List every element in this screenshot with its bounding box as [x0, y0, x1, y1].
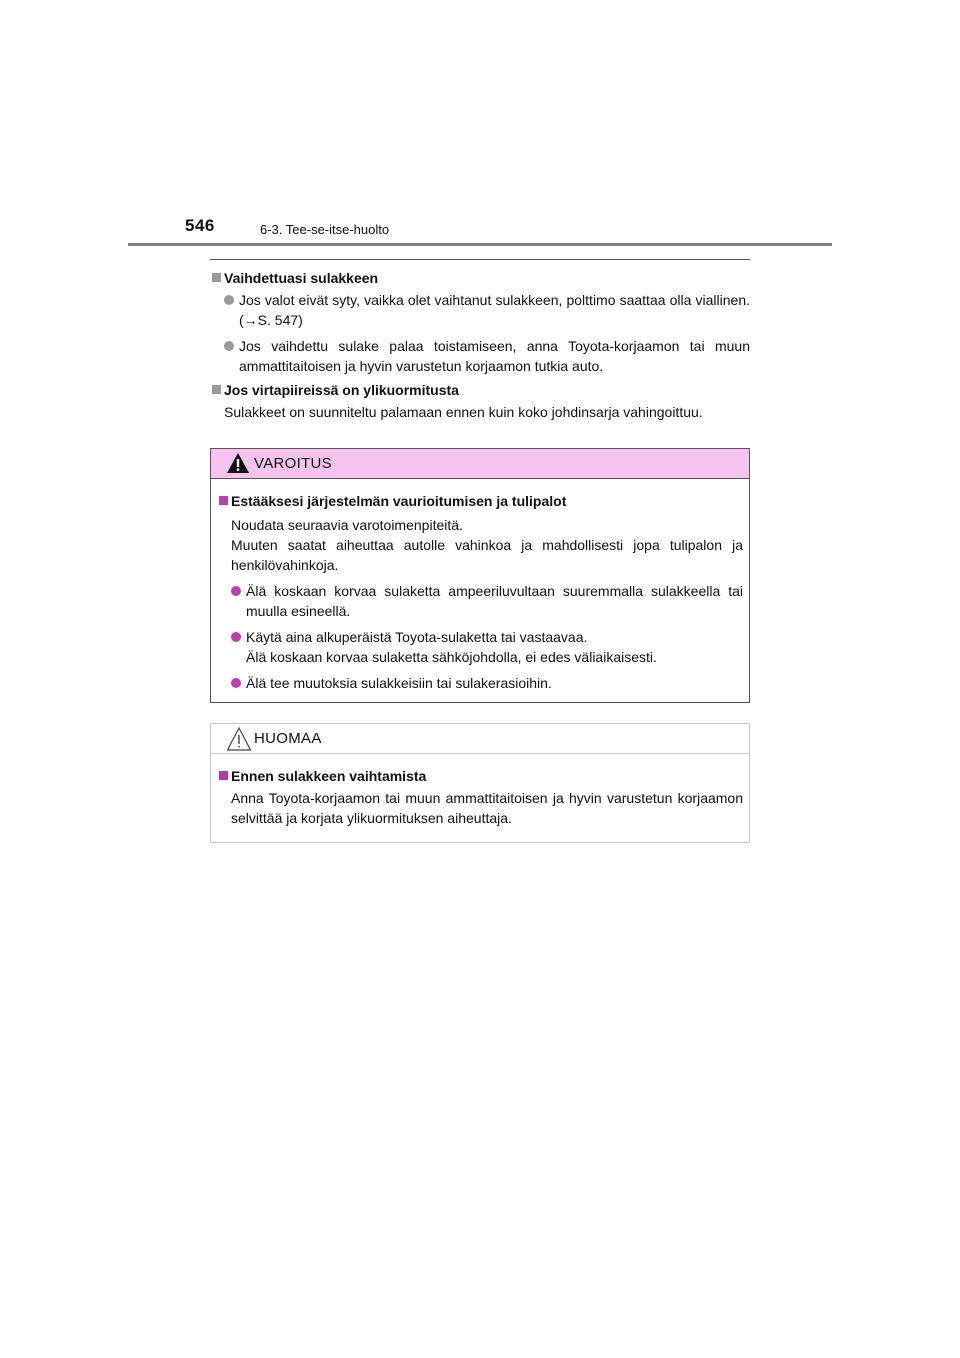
warning-title: VAROITUS	[254, 455, 332, 472]
square-bullet-icon	[212, 273, 221, 282]
list-item	[217, 581, 743, 621]
square-bullet-icon	[219, 771, 228, 780]
warning-intro-2: Muuten saatat aiheuttaa autolle vahinkoa ja mahdollisesti jopa tulipalon ja henkilövahinkoja.	[231, 537, 743, 573]
circle-bullet-icon	[231, 632, 241, 642]
list-item	[217, 627, 743, 667]
warning-header	[211, 449, 749, 479]
notice-text: Anna Toyota-korjaamon tai muun ammattitaitoisen ja hyvin varustetun korjaamon selvittää ja korjata ylikuormituksen aiheuttaja.	[231, 790, 743, 826]
heading-text: Jos virtapiireissä on ylikuormitusta	[224, 382, 459, 398]
list-item-text: Käytä aina alkuperäistä Toyota-sulaketta tai vastaavaa.	[246, 629, 588, 645]
warning-triangle-icon	[226, 451, 250, 475]
list-item	[217, 673, 743, 693]
circle-bullet-icon	[231, 678, 241, 688]
heading-text: Ennen sulakkeen vaihtamista	[231, 768, 427, 784]
notice-box	[210, 723, 750, 843]
notice-body	[211, 754, 749, 828]
header-rule	[128, 243, 832, 246]
warning-body	[211, 479, 749, 693]
notice-header	[211, 724, 749, 754]
list-item-text: Älä koskaan korvaa sulaketta sähköjohdolla, ei edes väliaikaisesti.	[246, 649, 657, 665]
heading-text: Vaihdettuasi sulakkeen	[224, 270, 379, 286]
main-content	[210, 268, 750, 422]
warning-heading	[217, 491, 743, 511]
section-heading-fuse-replaced	[210, 268, 750, 288]
list-item-text: Jos valot eivät syty, vaikka olet vaihtanut sulakkeen, polttimo saattaa olla viallinen. (→S. 547)	[239, 292, 750, 328]
square-bullet-icon	[219, 496, 228, 505]
list-item-text: Älä koskaan korvaa sulaketta ampeeriluvultaan suuremmalla sulakkeella tai muulla esineellä.	[246, 583, 743, 619]
notice-title: HUOMAA	[254, 730, 322, 747]
paragraph: Sulakkeet on suunniteltu palamaan ennen kuin koko johdinsarja vahingoittuu.	[224, 404, 703, 420]
circle-bullet-icon	[231, 586, 241, 596]
content-rule	[210, 259, 750, 260]
section-title: 6-3. Tee-se-itse-huolto	[260, 222, 390, 237]
warning-intro-1: Noudata seuraavia varotoimenpiteitä.	[231, 517, 463, 533]
circle-bullet-icon	[224, 341, 234, 351]
circle-bullet-icon	[224, 295, 234, 305]
caution-triangle-icon	[226, 726, 252, 752]
notice-heading	[217, 766, 743, 786]
section-heading-overload	[210, 380, 750, 400]
list-item-text: Jos vaihdettu sulake palaa toistamiseen, anna Toyota-korjaamon tai muun ammattitaitoisen ja hyvin varustetun korjaamon tutkia auto.	[239, 338, 750, 374]
warning-box	[210, 448, 750, 703]
list-item	[210, 290, 750, 330]
heading-text: Estääksesi järjestelmän vaurioitumisen ja tulipalot	[231, 493, 567, 509]
list-item-text: Älä tee muutoksia sulakkeisiin tai sulakerasioihin.	[246, 675, 552, 691]
list-item	[210, 336, 750, 376]
page-number: 546	[185, 216, 215, 235]
square-bullet-icon	[212, 385, 221, 394]
